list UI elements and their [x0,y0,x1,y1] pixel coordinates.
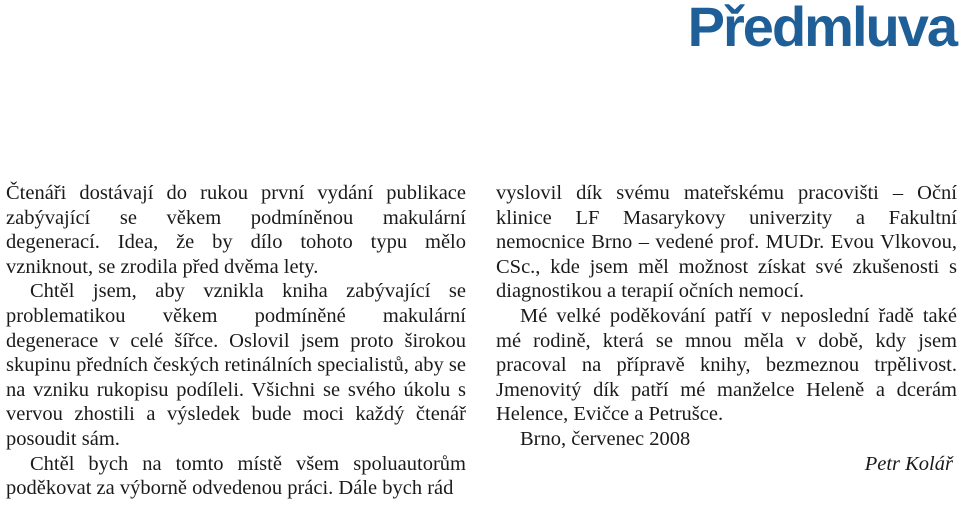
paragraph-thanks-start: Chtěl bych na tomto místě všem spoluautorům poděkovat za výborně odvedenou práci. Dále bych rád [6,452,466,500]
page-title: Předmluva [687,0,956,58]
paragraph-intro: Čtenáři dostávají do rukou první vydání publikace zabývající se věkem podmíněnou makulární degenerací. Idea, že by dílo tohoto typu mělo vzniknout, se zrodila před dvěma lety. [6,182,466,278]
right-text-column [496,181,957,476]
place-date: Brno, červenec 2008 [520,427,691,450]
paragraph-book-idea: Chtěl jsem, aby vznikla kniha zabývající se problematikou věkem podmíněné makulární degenerace v celé šířce. Oslovil jsem proto širokou skupinu předních českých retinálních specialistů, aby se na vzniku rukopisu podíleli. Všichni se svého úkolu s vervou zhostili a výsledek bude moci každý čtenář posoudit sám. [6,280,466,450]
paragraph-family-thanks: Mé velké poděkování patří v neposlední řadě také mé rodině, která se mnou měla v době, kdy jsem pracoval na přípravě knihy, bezmeznou trpělivost. Jmenovitý dík patří mé manželce Heleně a dcerám Helence, Evičce a Petrušce. [496,304,957,426]
paragraph-thanks-continued: vyslovil dík svému mateřskému pracovišti – Oční klinice LF Masarykovy univerzity a Fakultní nemocnice Brno – vedené prof. MUDr. Evou Vlkovou, CSc., kde jsem měl možnost získat své zkušenosti s diagnostikou a terapií očních nemocí. [496,182,957,303]
author-signature: Petr Kolář [864,452,953,475]
left-text-column [6,181,466,501]
